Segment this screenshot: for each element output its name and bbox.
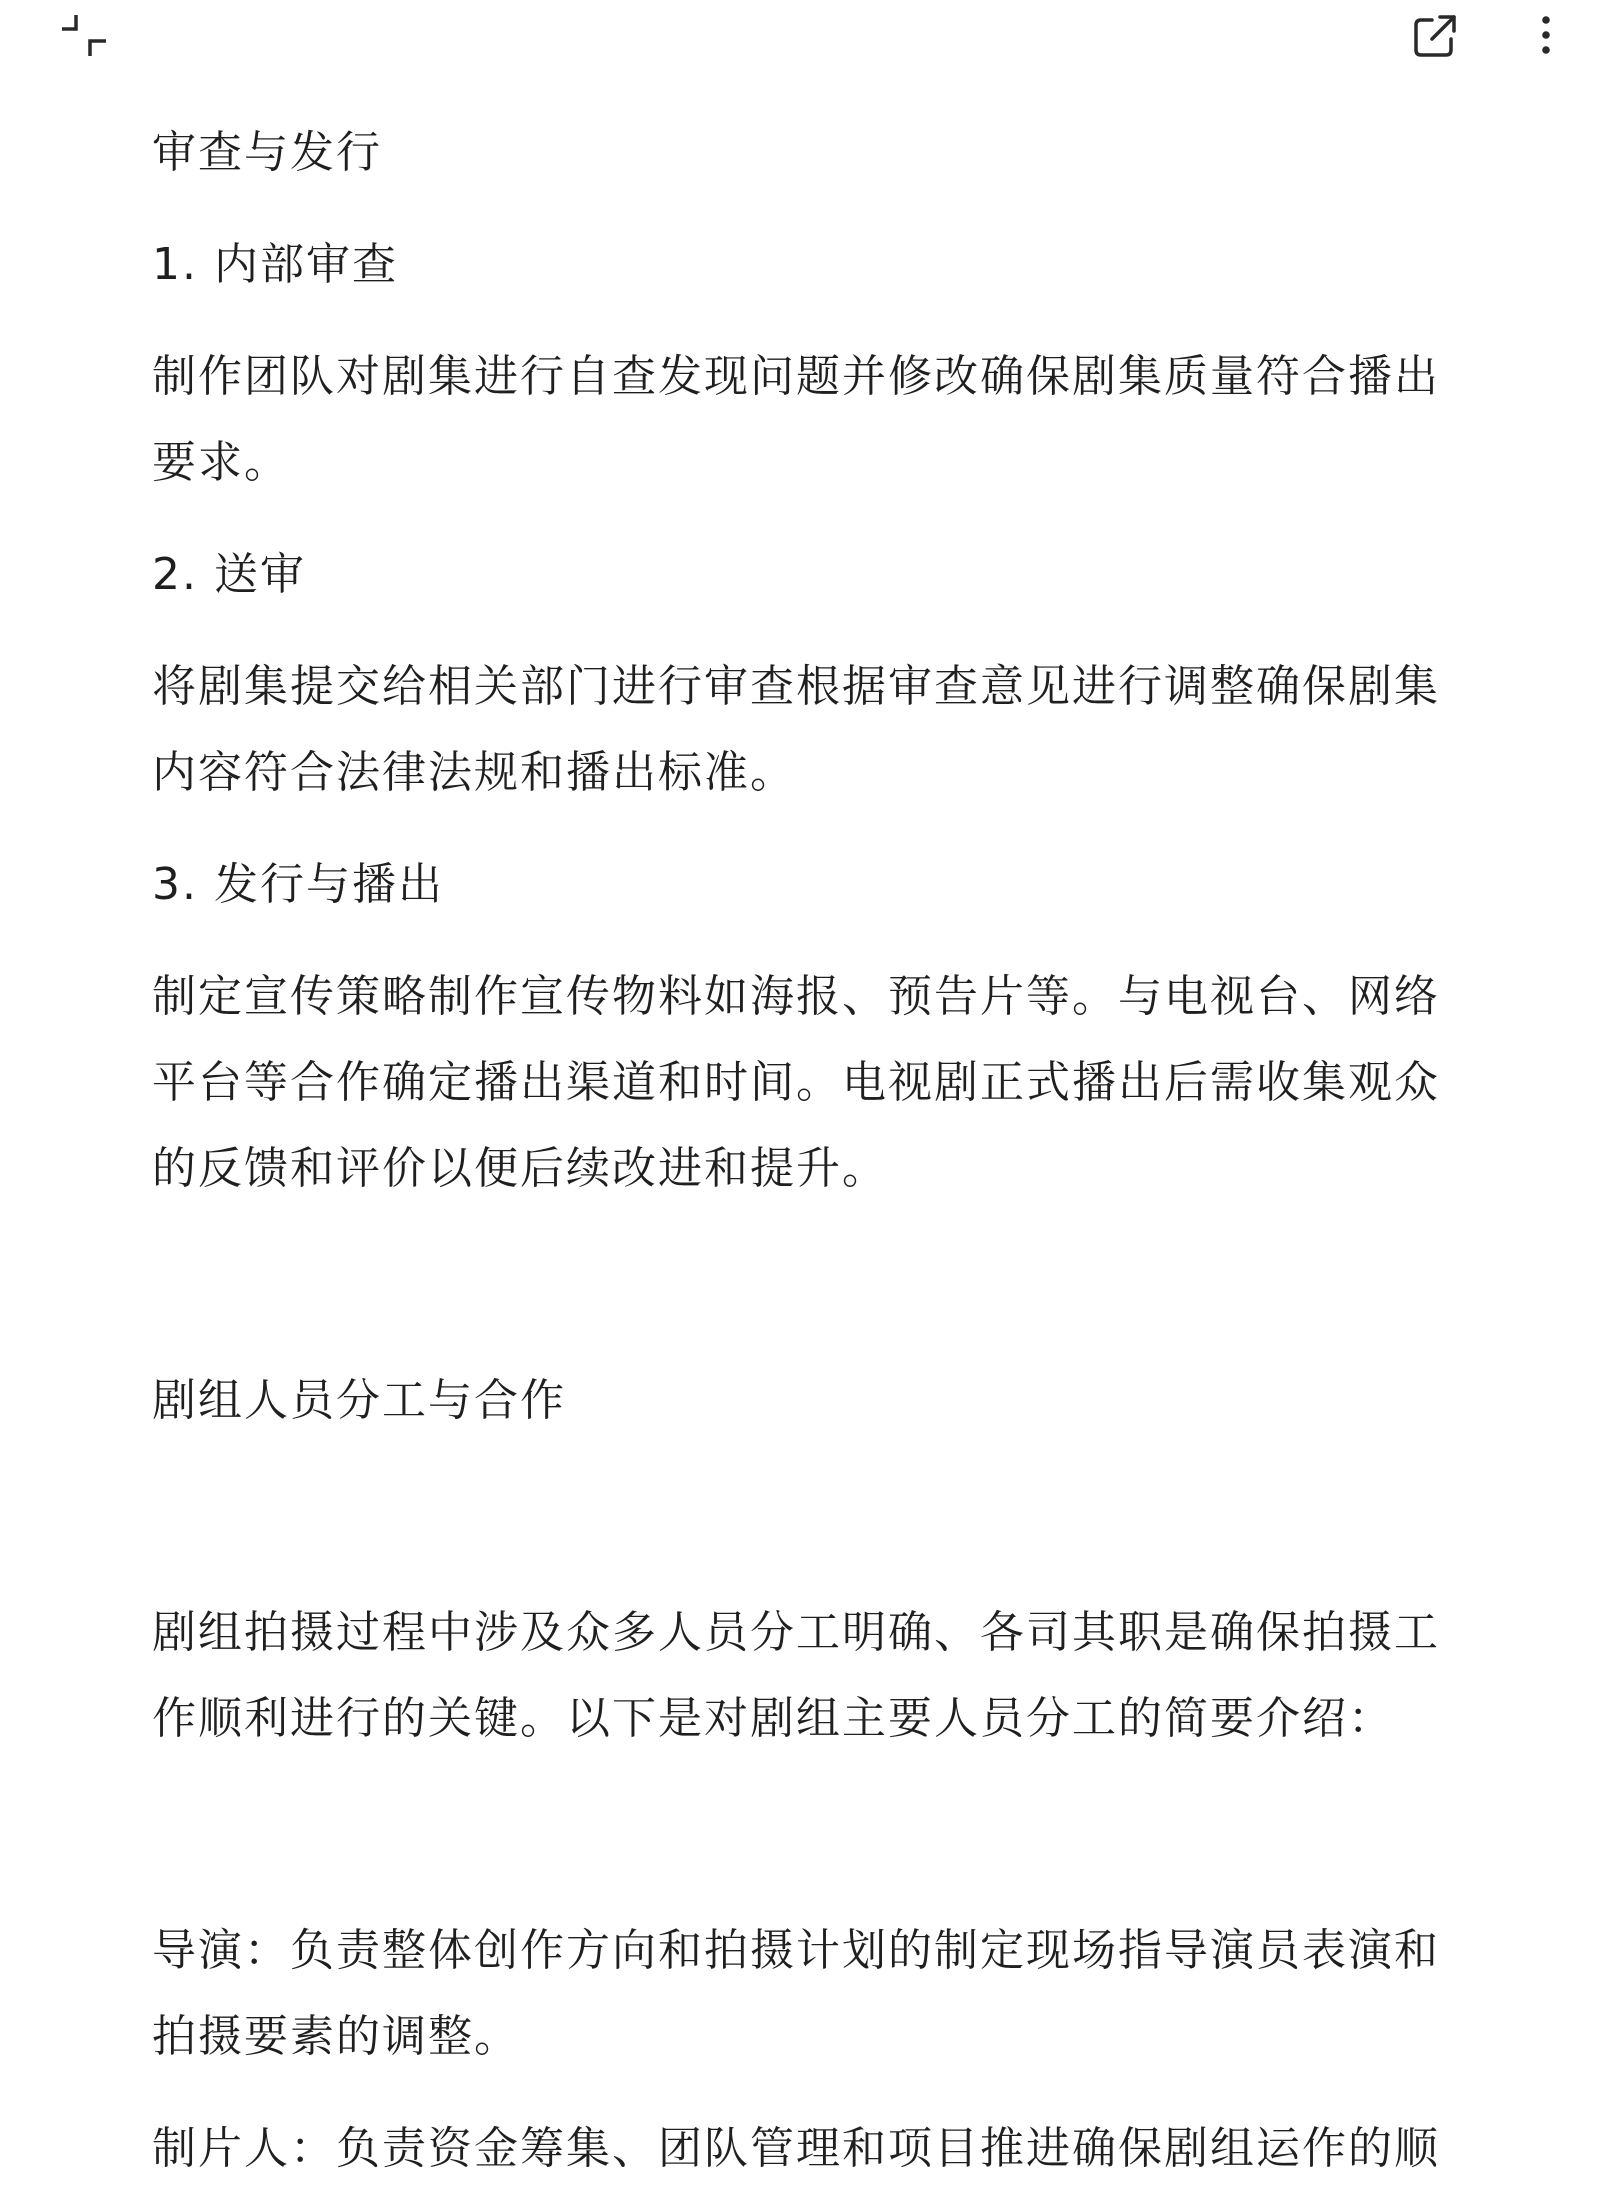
- list-item-title: 3. 发行与播出: [152, 859, 444, 910]
- document-body: [152, 110, 1452, 2192]
- paragraph-line: 拍摄要素的调整。: [152, 2011, 520, 2062]
- section-heading: 剧组人员分工与合作: [152, 1375, 566, 1426]
- more-vertical-icon[interactable]: [1518, 8, 1574, 64]
- external-link-icon[interactable]: [1408, 8, 1464, 64]
- paragraph-line: 剧组拍摄过程中涉及众多人员分工明确、各司其职是确保拍摄工: [152, 1607, 1440, 1658]
- paragraph-line: 平台等合作确定播出渠道和时间。电视剧正式播出后需收集观众: [152, 1057, 1440, 1108]
- section-heading: 审查与发行: [152, 127, 382, 178]
- list-item-title: 1. 内部审查: [152, 239, 398, 290]
- collapse-icon[interactable]: [56, 10, 112, 66]
- paragraph-line: 的反馈和评价以便后续改进和提升。: [152, 1143, 888, 1194]
- paragraph-line: 作顺利进行的关键。以下是对剧组主要人员分工的简要介绍：: [152, 1693, 1394, 1744]
- paragraph-line: 要求。: [152, 437, 290, 488]
- list-item-title: 2. 送审: [152, 549, 306, 600]
- paragraph-line: 将剧集提交给相关部门进行审查根据审查意见进行调整确保剧集: [152, 661, 1440, 712]
- paragraph-line: 内容符合法律法规和播出标准。: [152, 747, 796, 798]
- paragraph-line: 制片人：负责资金筹集、团队管理和项目推进确保剧组运作的顺: [152, 2123, 1440, 2174]
- paragraph-line: 制定宣传策略制作宣传物料如海报、预告片等。与电视台、网络: [152, 971, 1440, 1022]
- top-toolbar: [0, 0, 1600, 72]
- paragraph-line: 制作团队对剧集进行自查发现问题并修改确保剧集质量符合播出: [152, 351, 1440, 402]
- paragraph-line: 导演：负责整体创作方向和拍摄计划的制定现场指导演员表演和: [152, 1925, 1440, 1976]
